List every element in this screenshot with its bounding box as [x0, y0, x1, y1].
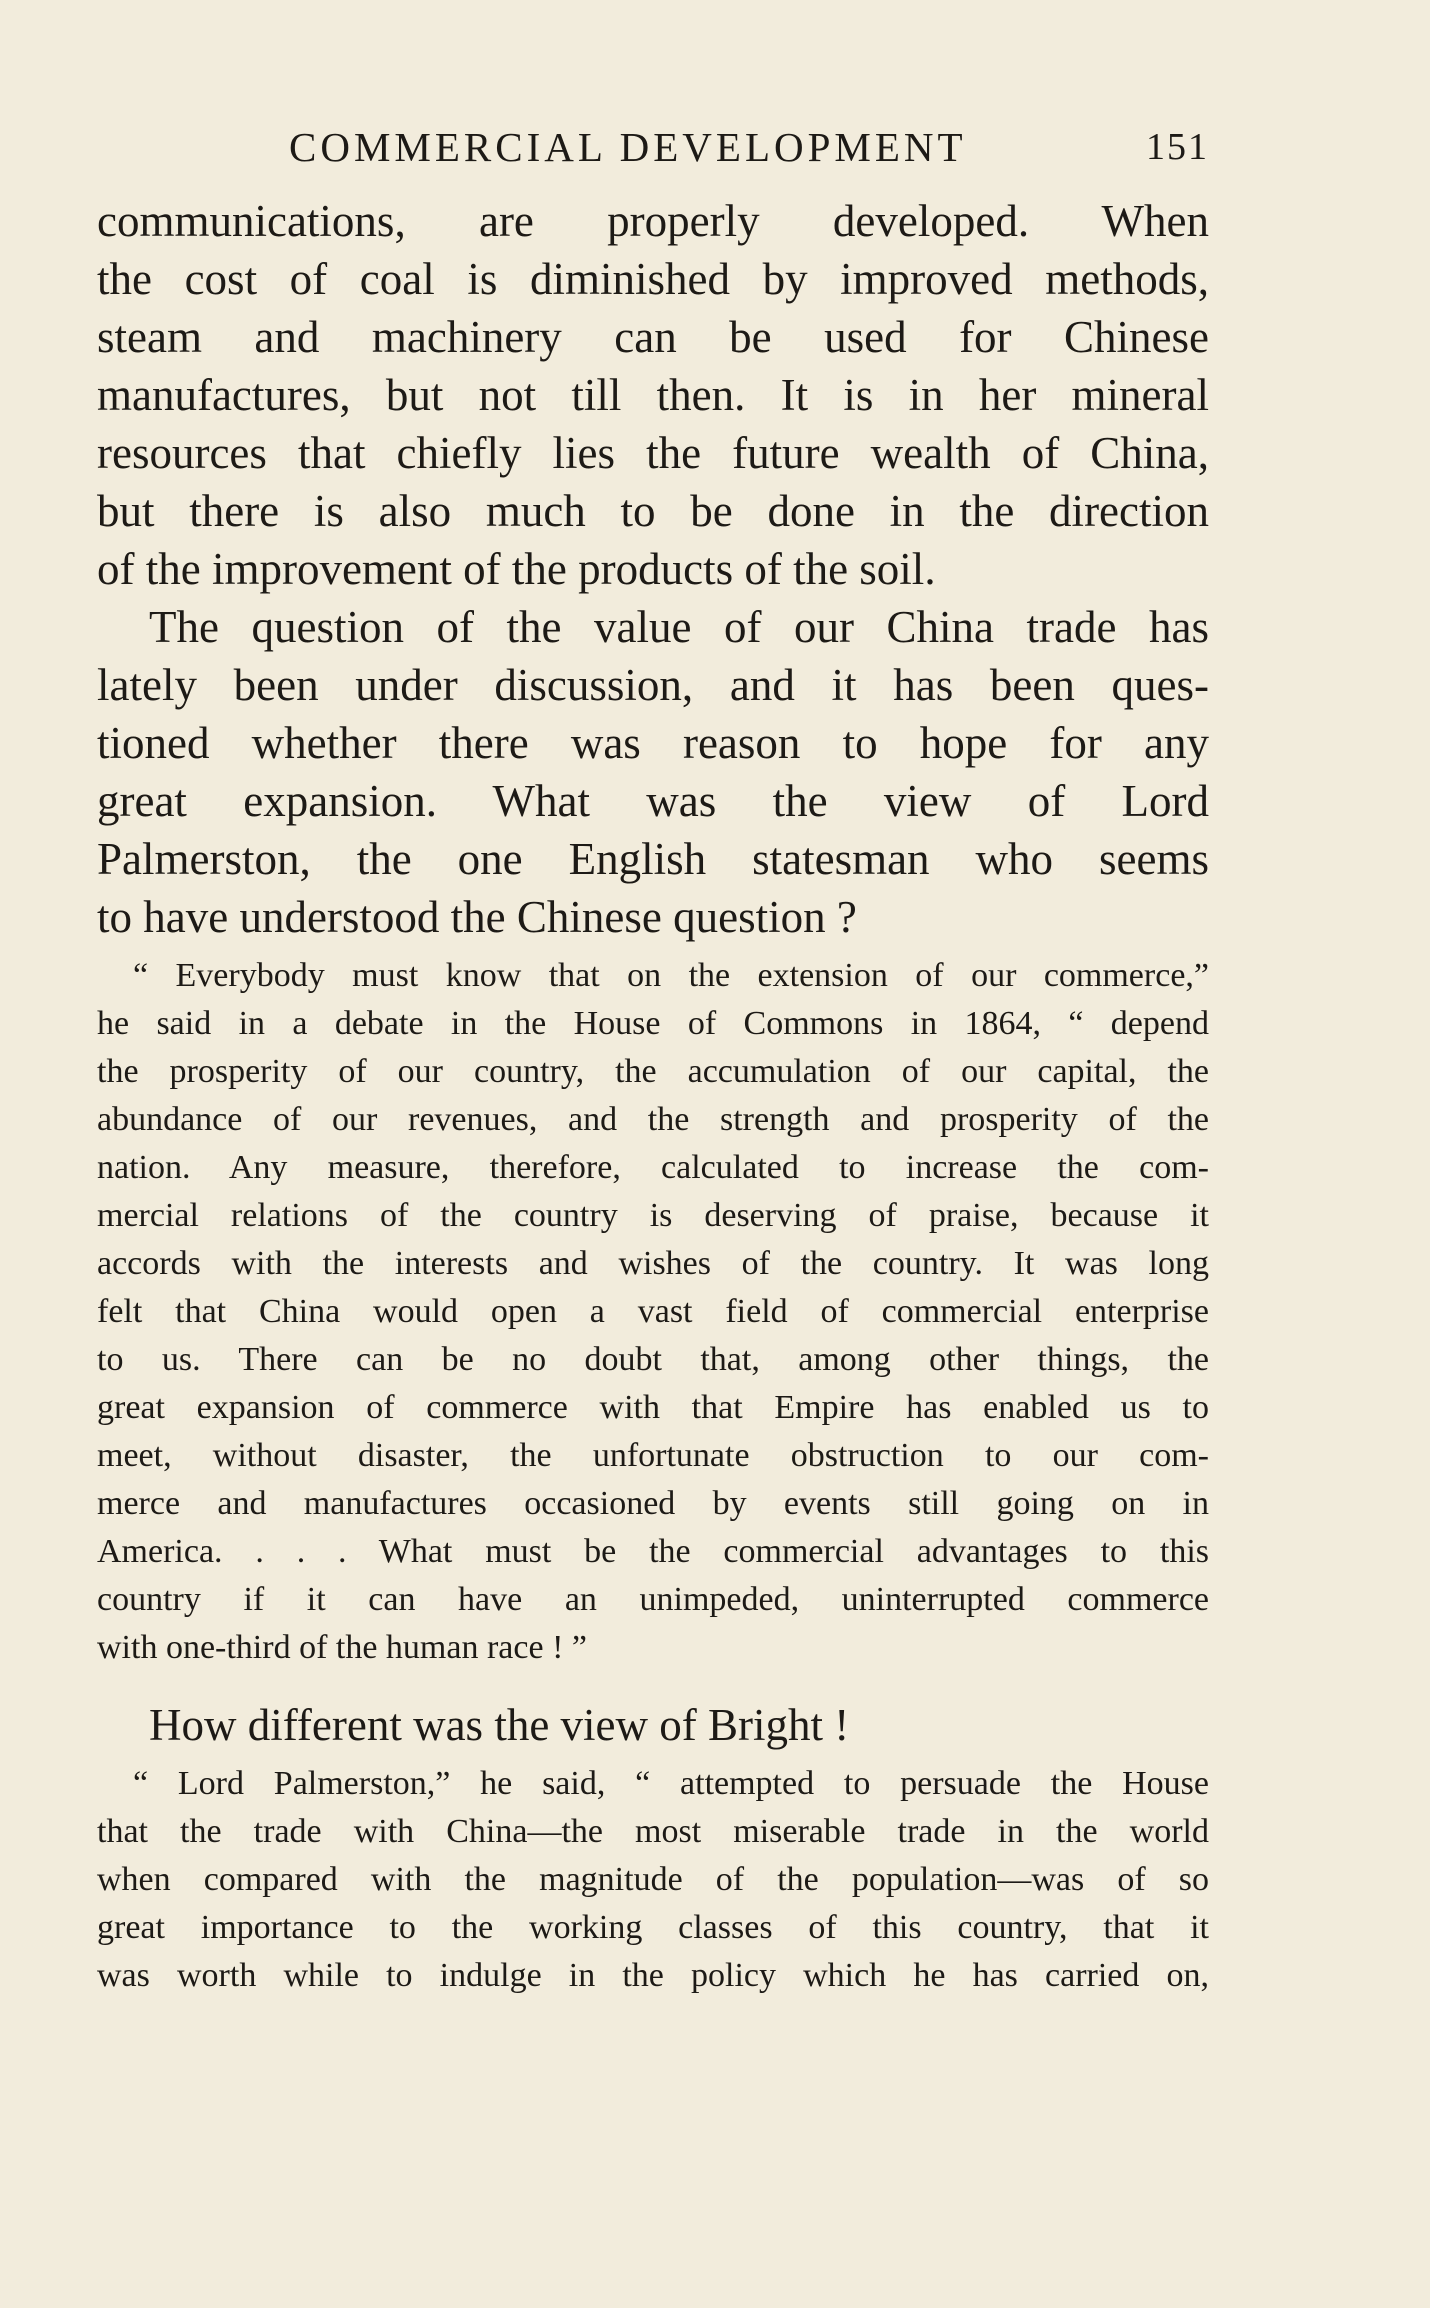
text-line: Palmerston, the one English statesman who seems	[97, 834, 1209, 884]
quote-line: nation. Any measure, therefore, calculated to increase the com-	[97, 1149, 1209, 1186]
quote-line: great expansion of commerce with that Empire has enabled us to	[97, 1389, 1209, 1426]
page-body	[97, 192, 1209, 2000]
quote-line: that the trade with China—the most miserable trade in the world	[97, 1813, 1209, 1850]
quote-line: meet, without disaster, the unfortunate obstruction to our com-	[97, 1437, 1209, 1474]
quote-line: merce and manufactures occasioned by events still going on in	[97, 1485, 1209, 1522]
quote-line: “ Lord Palmerston,” he said, “ attempted to persuade the House	[133, 1765, 1209, 1802]
text-line: the cost of coal is diminished by improved methods,	[97, 254, 1209, 304]
block-quote-bright	[97, 1760, 1209, 2000]
paragraph-3	[97, 1696, 1209, 1754]
text-line: steam and machinery can be used for Chinese	[97, 312, 1209, 362]
text-line: of the improvement of the products of the soil.	[97, 544, 936, 594]
quote-line: accords with the interests and wishes of the country. It was long	[97, 1245, 1209, 1282]
text-line: resources that chiefly lies the future wealth of China,	[97, 428, 1209, 478]
quote-line: was worth while to indulge in the policy which he has carried on,	[97, 1957, 1209, 1994]
paragraph-1	[97, 192, 1209, 598]
quote-line: felt that China would open a vast field of commercial enterprise	[97, 1293, 1209, 1330]
paragraph-2	[97, 598, 1209, 946]
quote-line: when compared with the magnitude of the population—was of so	[97, 1861, 1209, 1898]
quote-line: “ Everybody must know that on the extension of our commerce,”	[133, 957, 1209, 994]
text-line: to have understood the Chinese question ?	[97, 892, 857, 942]
block-quote-palmerston	[97, 952, 1209, 1672]
quote-line: country if it can have an unimpeded, uninterrupted commerce	[97, 1581, 1209, 1618]
page-number: 151	[1146, 126, 1209, 168]
text-line: but there is also much to be done in the direction	[97, 486, 1209, 536]
quote-line: with one-third of the human race ! ”	[97, 1629, 587, 1666]
quote-line: great importance to the working classes of this country, that it	[97, 1909, 1209, 1946]
running-title: COMMERCIAL DEVELOPMENT	[289, 124, 967, 170]
text-line: lately been under discussion, and it has been ques-	[97, 660, 1209, 710]
text-line: communications, are properly developed. When	[97, 196, 1209, 246]
text-line: The question of the value of our China trade has	[149, 602, 1209, 652]
quote-line: America. . . . What must be the commercial advantages to this	[97, 1533, 1209, 1570]
text-line: How different was the view of Bright !	[149, 1700, 850, 1750]
text-line: tioned whether there was reason to hope for any	[97, 718, 1209, 768]
quote-line: mercial relations of the country is deserving of praise, because it	[97, 1197, 1209, 1234]
quote-line: he said in a debate in the House of Commons in 1864, “ depend	[97, 1005, 1209, 1042]
running-head	[97, 122, 1209, 172]
text-line: manufactures, but not till then. It is in her mineral	[97, 370, 1209, 420]
quote-line: to us. There can be no doubt that, among other things, the	[97, 1341, 1209, 1378]
quote-line: abundance of our revenues, and the strength and prosperity of the	[97, 1101, 1209, 1138]
quote-line: the prosperity of our country, the accumulation of our capital, the	[97, 1053, 1209, 1090]
text-line: great expansion. What was the view of Lord	[97, 776, 1209, 826]
